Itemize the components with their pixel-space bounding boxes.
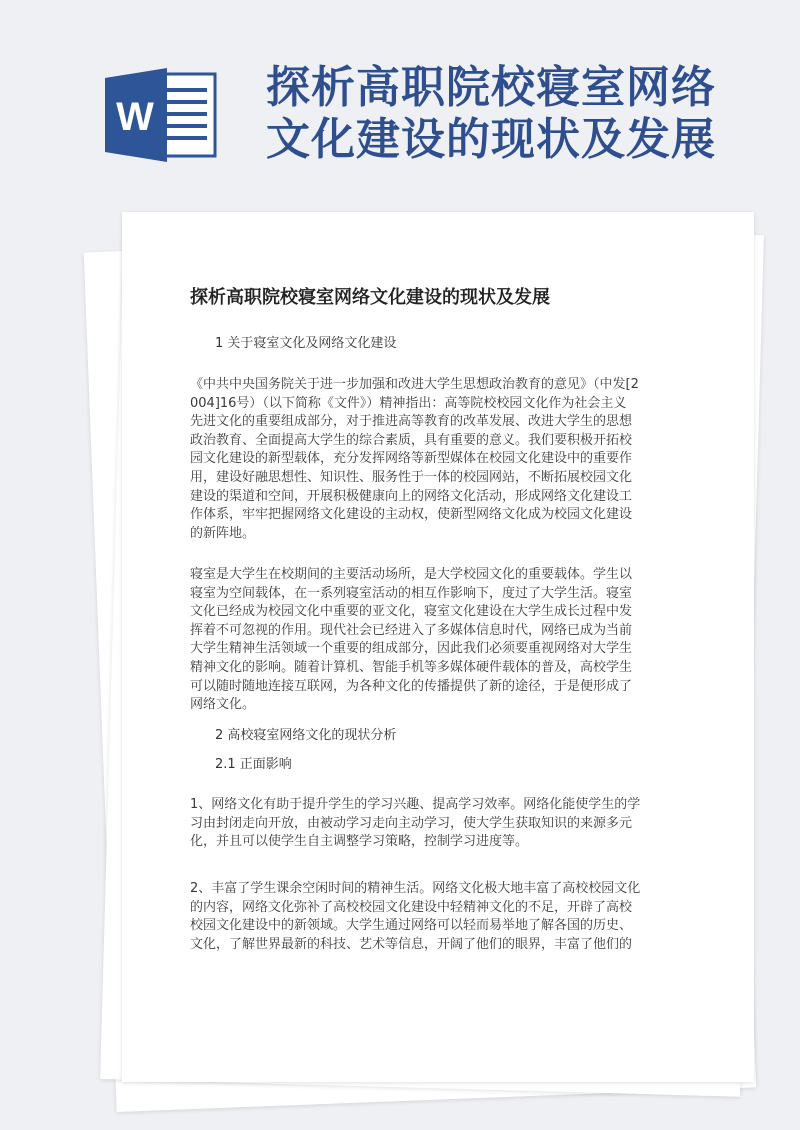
heading-2: 2 高校寝室网络文化的现状分析 xyxy=(215,728,397,743)
paragraph-4 xyxy=(190,880,640,954)
text-line: 习由封闭走向开放，由被动学习走向主动学习，使大学生获取知识的来源多元 xyxy=(190,815,633,831)
text-line: 的新阵地。 xyxy=(190,525,256,541)
word-document-icon xyxy=(105,68,217,162)
paragraph-2 xyxy=(190,566,632,715)
text-line: 2、丰富了学生课余空闲时间的精神生活。网络文化极大地丰富了高校校园文化 xyxy=(190,881,641,896)
text-line: 化，并且可以使学生自主调整学习策略，控制学习进度等。 xyxy=(190,834,529,850)
text-line: 先进文化的重要组成部分，对于推进高等教育的改革发展、改进大学生的思想 xyxy=(190,414,633,430)
text-line: 建设的渠道和空间，开展积极健康向上的网络文化活动，形成网络文化建设工 xyxy=(190,488,633,504)
text-line: 挥着不可忽视的作用。现代社会已经进入了多媒体信息时代，网络已成为当前 xyxy=(190,622,633,638)
text-line: 1、网络文化有助于提升学生的学习兴趣、提高学习效率。网络化能使学生的学 xyxy=(190,797,641,812)
text-line: 寝室为空间载体，在一系列寝室活动的相互作影响下，度过了大学生活。寝室 xyxy=(190,585,633,601)
text-line: 的内容，网络文化弥补了高校校园文化建设中轻精神文化的不足，开辟了高校 xyxy=(190,899,633,915)
heading-2-1: 2.1 正面影响 xyxy=(215,757,292,772)
document-title: 探析高职院校寝室网络文化建设的现状及发展 xyxy=(190,287,550,308)
paragraph-3 xyxy=(190,796,640,852)
text-line: 用，建设好融思想性、知识性、服务性于一体的校园网站，不断拓展校园文化 xyxy=(190,469,633,485)
text-line: 网络文化。 xyxy=(190,697,256,713)
heading-1: 1 关于寝室文化及网络文化建设 xyxy=(215,336,397,351)
text-line: 《中共中央国务院关于进一步加强和改进大学生思想政治教育的意见》（中发[2 xyxy=(190,377,639,392)
text-line: 校园文化建设中的新领域。大学生通过网络可以轻而易举地了解各国的历史、 xyxy=(190,918,633,934)
text-line: 文化已经成为校园文化中重要的亚文化，寝室文化建设在大学生成长过程中发 xyxy=(190,604,633,620)
text-line: 园文化建设的新型载体，充分发挥网络等新型媒体在校园文化建设中的重要作 xyxy=(190,451,633,467)
banner-line-2: 文化建设的现状及发展 xyxy=(266,114,716,165)
text-line: 004]16号）（以下简称《文件》）精神指出：高等院校校园文化作为社会主义 xyxy=(190,395,627,411)
text-line: 精神文化的影响。随着计算机、智能手机等多媒体硬件载体的普及，高校学生 xyxy=(190,659,633,675)
text-line: 政治教育、全面提高大学生的综合素质，具有重要的意义。我们要积极开拓校 xyxy=(190,432,633,448)
text-line: 可以随时随地连接互联网，为各种文化的传播提供了新的途径，于是便形成了 xyxy=(190,678,633,694)
svg-text:W: W xyxy=(116,95,154,139)
text-line: 寝室是大学生在校期间的主要活动场所，是大学校园文化的重要载体。学生以 xyxy=(190,567,633,582)
text-line: 作体系，牢牢把握网络文化建设的主动权，使新型网络文化成为校园文化建设 xyxy=(190,507,633,523)
paragraph-1 xyxy=(190,376,639,543)
text-line: 大学生精神生活领域一个重要的组成部分，因此我们必须要重视网络对大学生 xyxy=(190,641,633,657)
banner-line-1: 探析高职院校寝室网络 xyxy=(266,62,716,113)
banner-title xyxy=(266,62,716,166)
text-line: 文化，了解世界最新的科技、艺术等信息，开阔了他们的眼界，丰富了他们的 xyxy=(190,936,633,952)
